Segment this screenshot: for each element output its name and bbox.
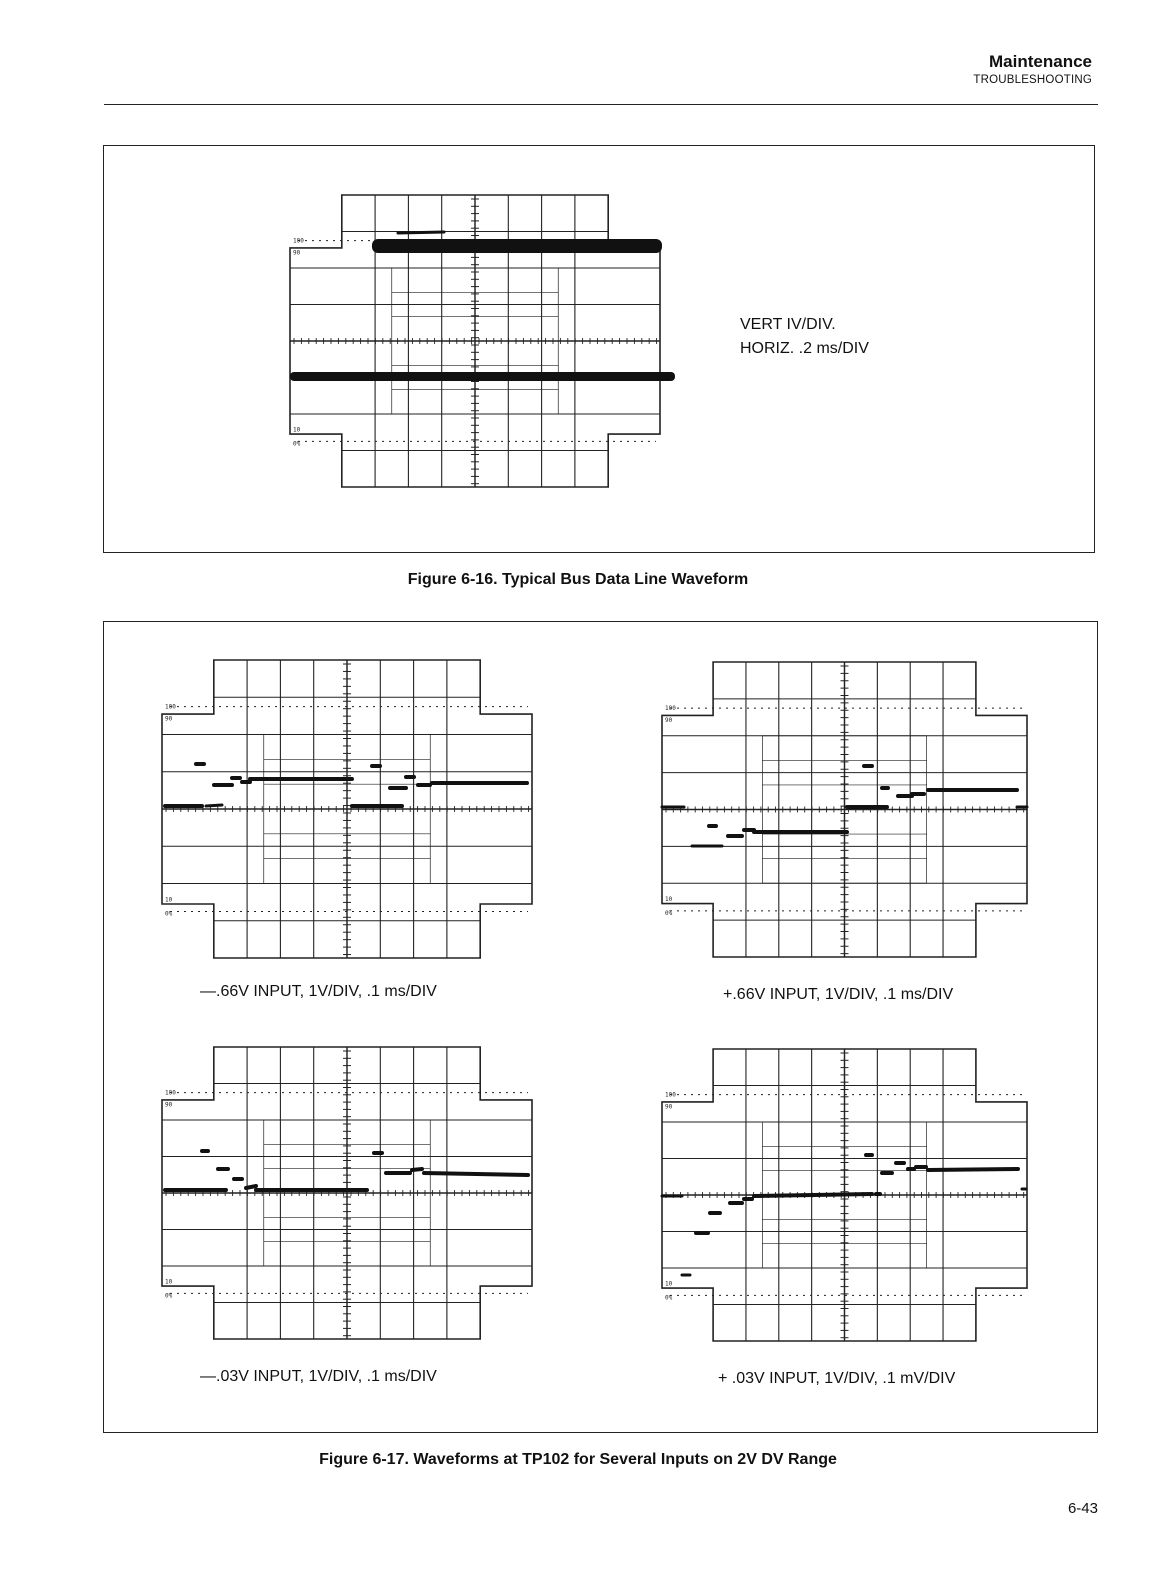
oscillogram-neg-003v-label: —.03V INPUT, 1V/DIV, .1 ms/DIV [200, 1368, 437, 1385]
graticule-percent-label: 90 [665, 1103, 673, 1111]
graticule-percent-label: 90 [165, 1101, 173, 1109]
graticule-percent-label: 90 [665, 717, 673, 725]
waveform-high-band [372, 239, 662, 253]
figure-6-16-oscillogram [290, 195, 675, 487]
graticule-percent-label: 100 [665, 705, 676, 713]
graticule-percent-label: 10 [665, 895, 673, 903]
horiz-setting-label: HORIZ. .2 ms/DIV [740, 340, 869, 357]
graticule-percent-label: 100 [293, 237, 304, 245]
header-rule [104, 104, 1098, 105]
graticule-percent-label: 100 [165, 1089, 176, 1097]
graticule-percent-label: 10 [165, 1278, 173, 1286]
oscillogram-neg-066v-label: —.66V INPUT, 1V/DIV, .1 ms/DIV [200, 983, 437, 1000]
graticule-percent-label: 100 [665, 1091, 676, 1099]
header-subtitle: TROUBLESHOOTING [973, 74, 1092, 86]
page-number: 6-43 [1067, 1500, 1098, 1517]
figure-6-17-caption: Figure 6-17. Waveforms at TP102 for Several Inputs on 2V DV Range [319, 1451, 837, 1468]
graticule-percent-label: 100 [165, 703, 176, 711]
waveform-trace-segment [754, 1194, 872, 1196]
header-title: Maintenance [989, 52, 1092, 71]
graticule-percent-label: 90 [165, 715, 173, 723]
oscillogram-pos-003v-label: + .03V INPUT, 1V/DIV, .1 mV/DIV [718, 1370, 956, 1387]
oscillogram-pos-066v-label: +.66V INPUT, 1V/DIV, .1 ms/DIV [723, 986, 954, 1003]
waveform-trace-segment [246, 1186, 256, 1188]
graticule-percent-label: 10 [665, 1280, 673, 1288]
figure-6-16-caption: Figure 6-16. Typical Bus Data Line Waveform [407, 571, 749, 588]
graticule-percent-label: 0% [165, 1292, 173, 1300]
waveform-trace-segment [206, 805, 222, 806]
oscillogram-neg-066v [162, 660, 537, 960]
graticule-percent-label: 0% [665, 909, 673, 917]
waveform-trace-segment [424, 1173, 528, 1175]
graticule-percent-label: 0% [165, 910, 173, 918]
graticule-percent-label: 10 [165, 896, 173, 904]
oscillogram-pos-003v [662, 1049, 1032, 1341]
waveform-trace-segment [398, 232, 444, 233]
waveform-low-band [290, 372, 675, 381]
oscillogram-neg-003v [162, 1047, 537, 1339]
vert-setting-label: VERT IV/DIV. [740, 316, 836, 333]
oscillogram-pos-066v [662, 662, 1032, 959]
graticule-percent-label: 10 [293, 426, 301, 434]
graticule-percent-label: 0% [293, 440, 301, 448]
graticule-percent-label: 0% [665, 1294, 673, 1302]
waveform-trace-segment [412, 1169, 422, 1170]
graticule-percent-label: 90 [293, 249, 301, 257]
waveform-trace-segment [928, 1169, 1018, 1170]
